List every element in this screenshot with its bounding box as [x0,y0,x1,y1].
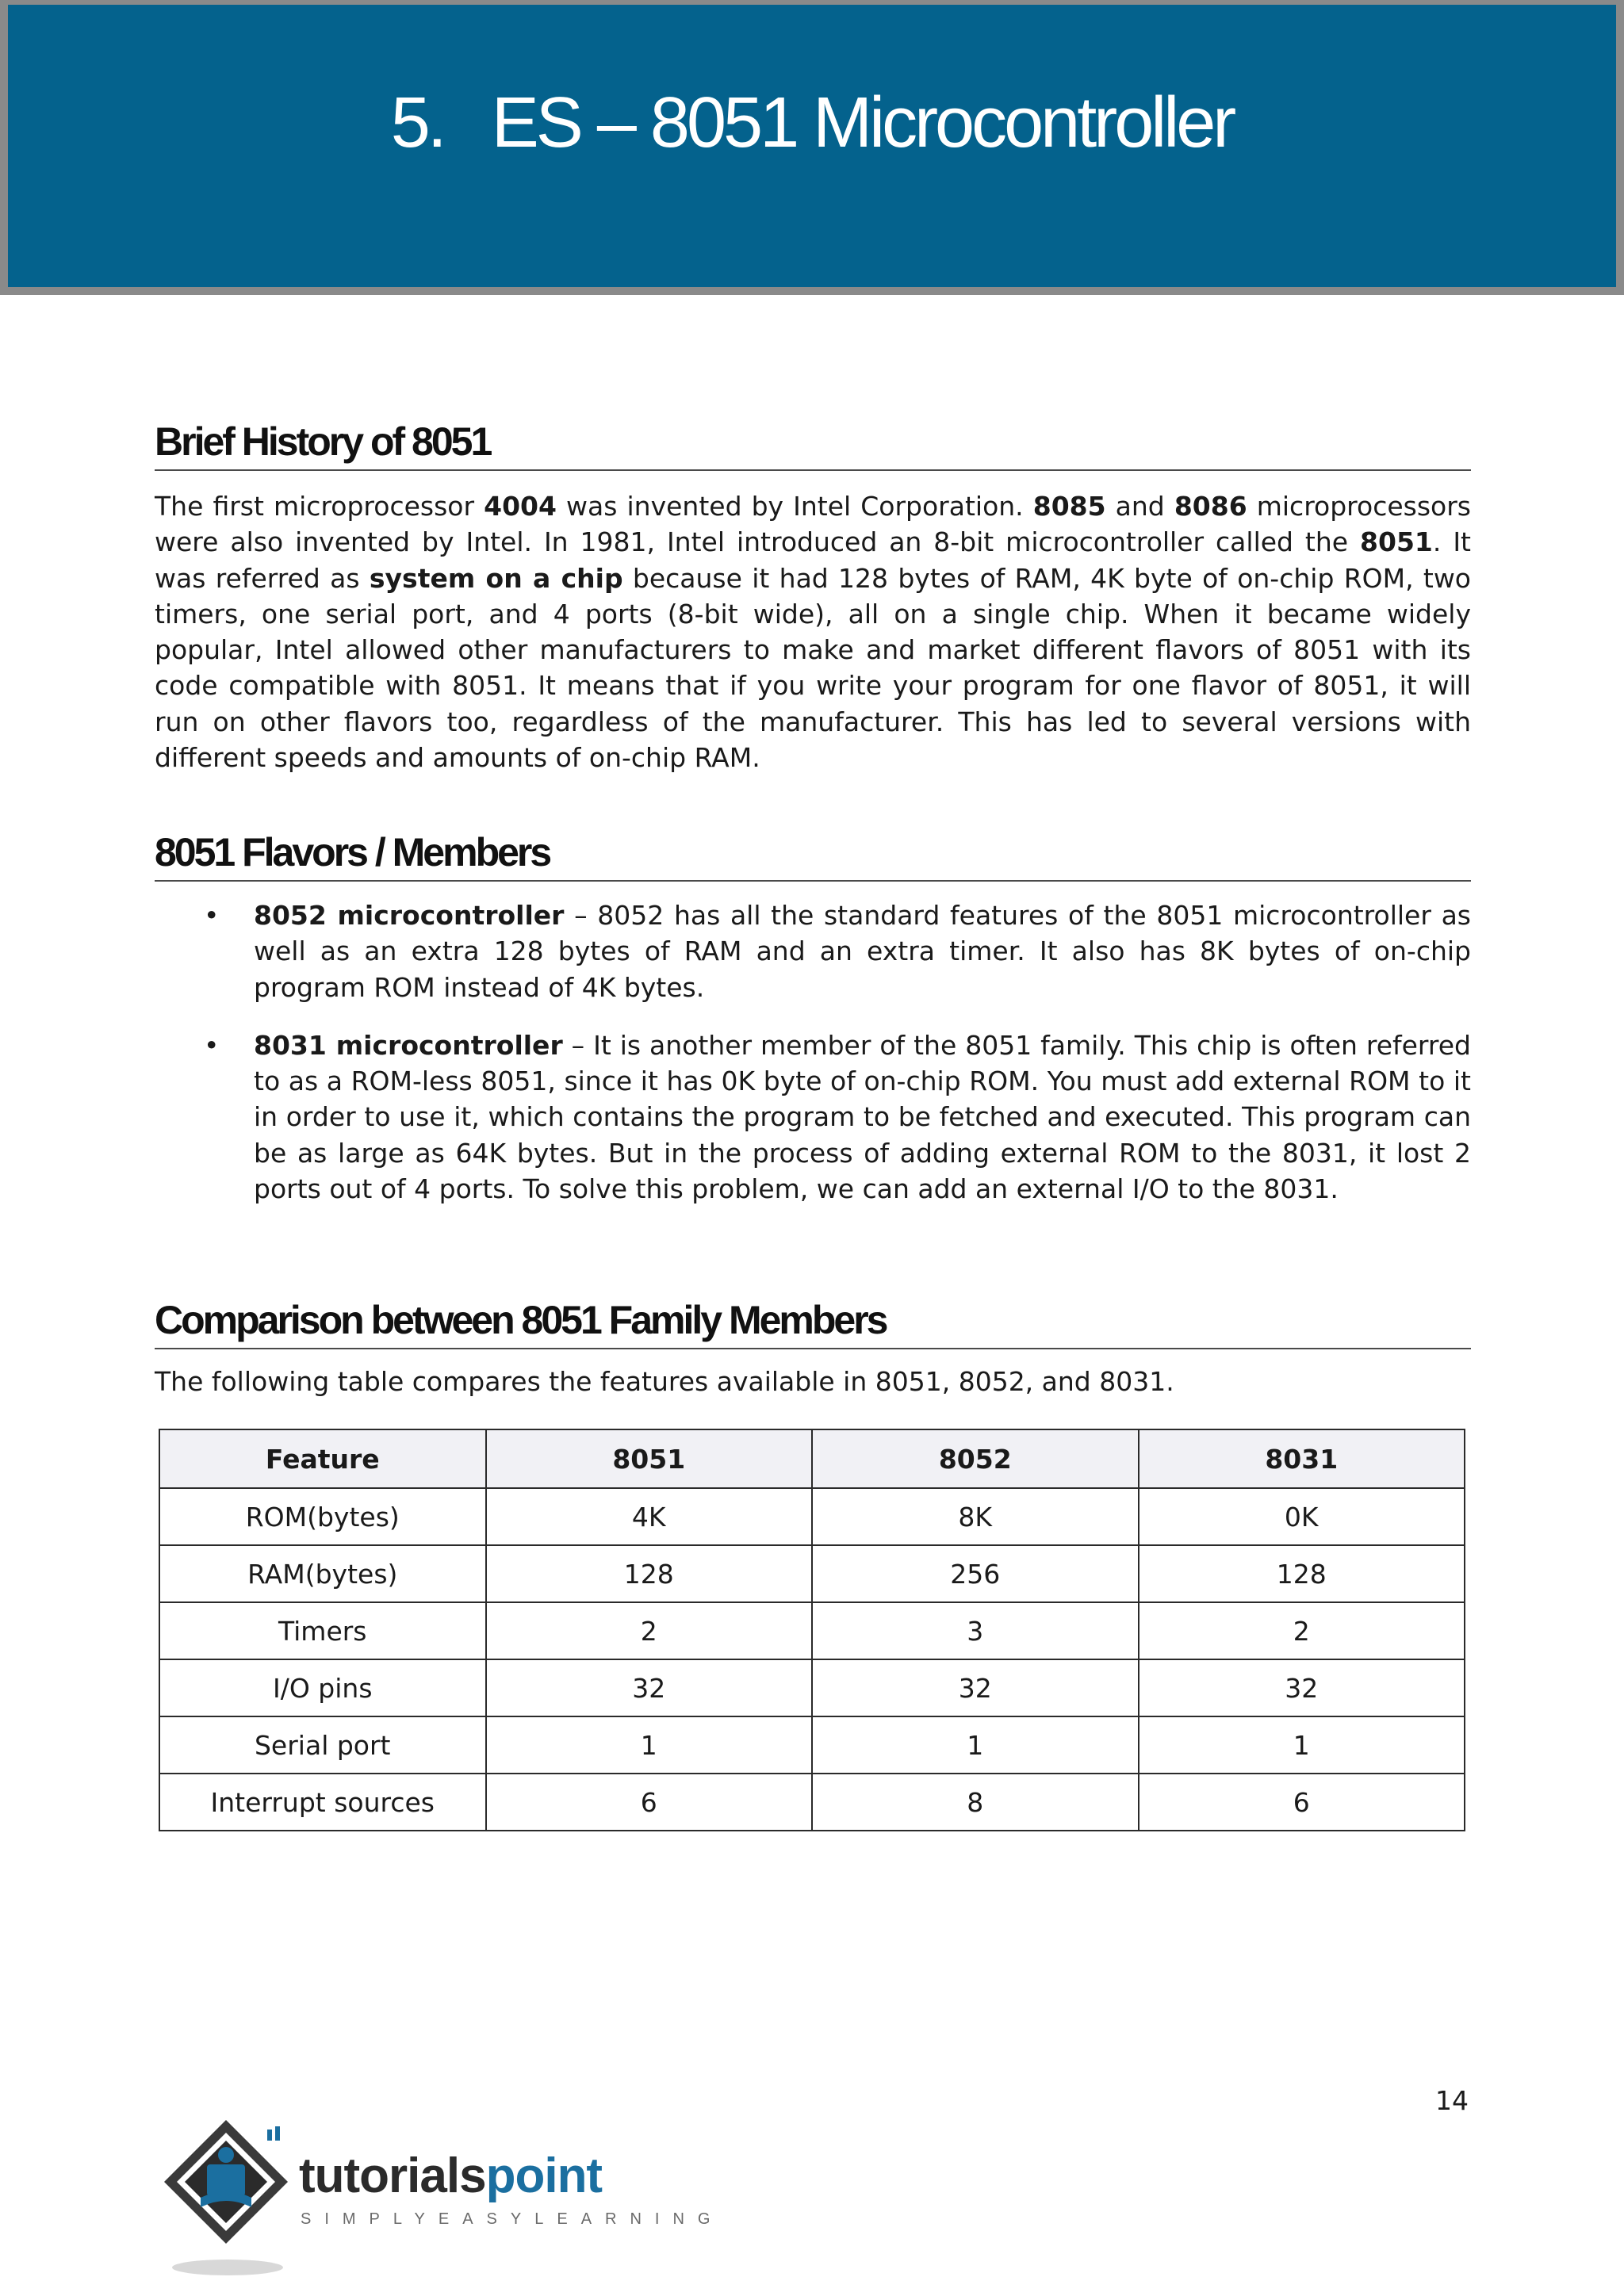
table-row [159,1716,1465,1774]
table-row [159,1488,1465,1545]
table-cell: 2 [486,1602,813,1659]
table-row [159,1602,1465,1659]
table-cell: 32 [1139,1659,1465,1716]
table-cell: 6 [1139,1774,1465,1831]
member-description: – It is another member of the 8051 family. This chip is often referred to as a ROM-less 8051, since it has 0K byte of on-chip ROM. You must add external ROM to it in order to use it, which contains the program to be fetched and executed. This program can be as large as 64K bytes. But in the process of adding external ROM to the 8031, it lost 2 ports out of 4 ports. To solve this problem, we can add an external I/O to the 8031. [254,1029,1471,1205]
flavors-list [155,897,1471,1207]
paragraph-text: microprocessors were also invented by Intel. In 1981, Intel introduced an 8-bit microcontroller called the [155,491,1471,558]
flavors-section [155,829,1471,1229]
table-row [159,1659,1465,1716]
emphasis-text: 8085 [1032,491,1106,522]
table-cell: Interrupt sources [159,1774,486,1831]
table-cell: 128 [1139,1545,1465,1602]
page-number: 14 [1435,2085,1469,2116]
table-cell: 8 [812,1774,1139,1831]
emphasis-text: system on a chip [369,562,623,594]
table-cell: 0K [1139,1488,1465,1545]
member-title: 8031 microcontroller [254,1029,563,1061]
table-cell: 6 [486,1774,813,1831]
table-cell: 8K [812,1488,1139,1545]
table-cell: 3 [812,1602,1139,1659]
history-heading: Brief History of 8051 [155,419,1471,471]
comparison-lead: The following table compares the features available in 8051, 8052, and 8031. [155,1366,1174,1397]
table-cell: 4K [486,1488,813,1545]
table-cell: 32 [486,1659,813,1716]
comparison-table [159,1429,1465,1831]
table-header-cell: 8052 [812,1429,1139,1488]
logo-word-tutorials: tutorials [299,2149,486,2203]
table-row [159,1545,1465,1602]
history-paragraph [155,488,1471,775]
table-cell: Timers [159,1602,486,1659]
table-header-cell: 8051 [486,1429,813,1488]
bullet-icon: • [204,900,220,931]
table-cell: 2 [1139,1602,1465,1659]
table-row [159,1774,1465,1831]
paragraph-text: The first microprocessor [155,491,485,522]
paragraph-text: was invented by Intel Corporation. [556,491,1033,522]
table-cell: 128 [486,1545,813,1602]
comparison-section [155,1297,1471,1399]
table-cell: ROM(bytes) [159,1488,486,1545]
chapter-number: 5. [390,83,444,163]
member-description: – 8052 has all the standard features of the 8051 microcontroller as well as an extra 128 bytes of RAM and an extra timer. It also has 8K bytes of on-chip program ROM instead of 4K bytes. [254,900,1471,1003]
emphasis-text: 8086 [1174,491,1247,522]
table-header-cell: 8031 [1139,1429,1465,1488]
table-cell: 1 [1139,1716,1465,1774]
emphasis-text: 4004 [484,491,557,522]
member-title: 8052 microcontroller [254,900,565,931]
table-header-row [159,1429,1465,1488]
logo-word-point: point [485,2149,603,2203]
history-section [155,419,1471,775]
table-header-cell: Feature [159,1429,486,1488]
table-cell: Serial port [159,1716,486,1774]
list-item [155,897,1471,1005]
tutorialspoint-logo [155,2109,724,2283]
bullet-icon: • [204,1029,220,1061]
table-cell: RAM(bytes) [159,1545,486,1602]
list-item [155,1027,1471,1207]
emphasis-text: 8051 [1360,526,1433,558]
logo-tagline: SIMPLYEASYLEARNING [301,2210,724,2228]
table-cell: 32 [812,1659,1139,1716]
table-cell: 256 [812,1545,1139,1602]
logo-wordmark [299,2149,603,2203]
table-cell: 1 [486,1716,813,1774]
paragraph-text: and [1105,491,1174,522]
paragraph-text: . It was referred as [155,526,1471,594]
comparison-heading: Comparison between 8051 Family Members [155,1297,1471,1349]
logo-emblem-icon [155,2109,297,2283]
chapter-banner [0,0,1624,295]
table-cell: I/O pins [159,1659,486,1716]
chapter-title [8,83,1616,163]
table-cell: 1 [812,1716,1139,1774]
flavors-heading: 8051 Flavors / Members [155,829,1471,882]
paragraph-text: because it had 128 bytes of RAM, 4K byte of on-chip ROM, two timers, one serial port, and 4 ports (8-bit wide), all on a single chip. When it became widely popular, Intel allowed other manufacturers to make and market different flavors of 8051 with its code compatible with 8051. It means that if you write your program for one flavor of 8051, it will run on other flavors too, regardless of the manufacturer. This has led to several versions with different speeds and amounts of on-chip RAM. [155,562,1471,774]
chapter-title-text: ES – 8051 Microcontroller [491,83,1234,163]
